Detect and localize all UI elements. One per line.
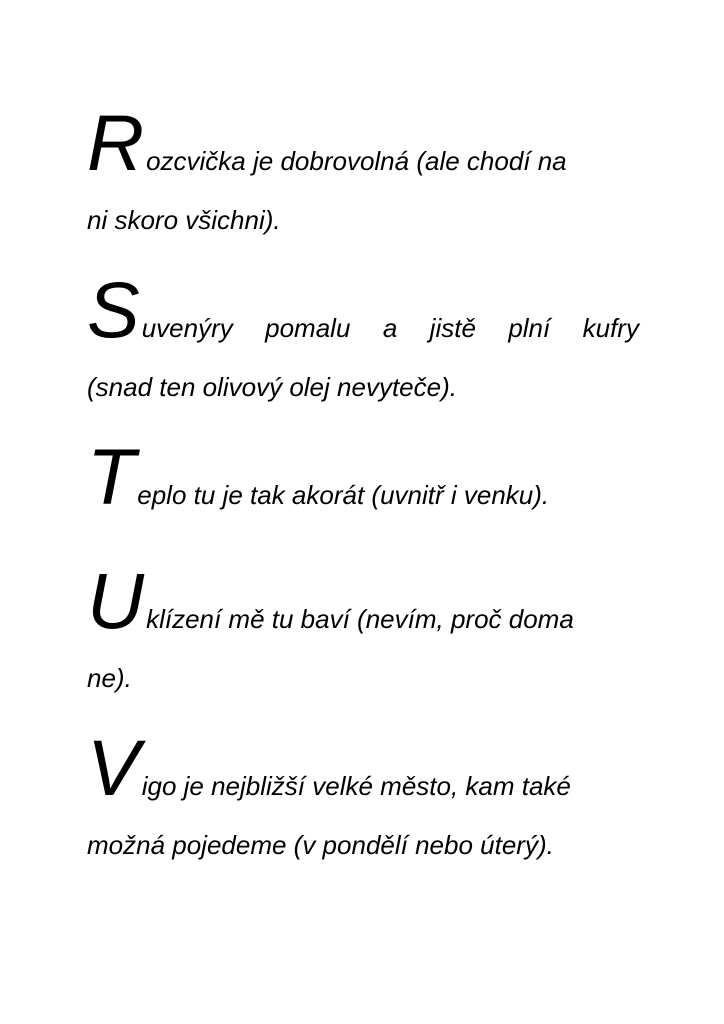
stanza-t-line-1 (87, 432, 639, 521)
stanza-t-initial: T (87, 432, 136, 521)
stanza-v-text-2: možná pojedeme (v pondělí nebo úterý). (87, 830, 554, 860)
stanza-u-text-1: klízení mě tu baví (nevím, proč doma (146, 604, 574, 634)
stanza-s-word-6: kufry (582, 313, 639, 343)
stanza-v-line-1 (87, 723, 639, 812)
stanza-s-word-1: Suvenýry (87, 265, 233, 354)
stanza-s-word-3: a (382, 313, 398, 343)
stanza-r-line-1 (87, 98, 639, 187)
stanza-r-text-2: ni skoro všichni). (87, 205, 281, 235)
stanza-s-initial: S (87, 265, 140, 354)
stanza-u-text-2: ne). (87, 663, 132, 693)
stanza-s-word-4: jistě (429, 313, 476, 343)
stanza-r-initial: R (87, 98, 145, 187)
stanza-u-line-2 (87, 665, 639, 691)
stanza-r-text-1: ozcvička je dobrovolná (ale chodí na (146, 146, 567, 176)
stanza-s-text-2: (snad ten olivový olej nevyteče). (87, 372, 457, 402)
stanza-v-initial: V (87, 723, 140, 812)
stanza-u-line-1 (87, 556, 639, 645)
stanza-s-line-1 (87, 265, 639, 354)
stanza-s-line-2 (87, 374, 639, 400)
stanza-v-line-2 (87, 832, 639, 858)
stanza-s-word-5: plní (508, 313, 551, 343)
stanza-v-text-1: igo je nejbližší velké město, kam také (141, 771, 571, 801)
stanza-t-text-1: eplo tu je tak akorát (uvnitř i venku). (137, 480, 550, 510)
stanza-u-initial: U (87, 556, 145, 645)
stanza-r-line-2 (87, 207, 639, 233)
stanza-s-word-2: pomalu (265, 313, 351, 343)
